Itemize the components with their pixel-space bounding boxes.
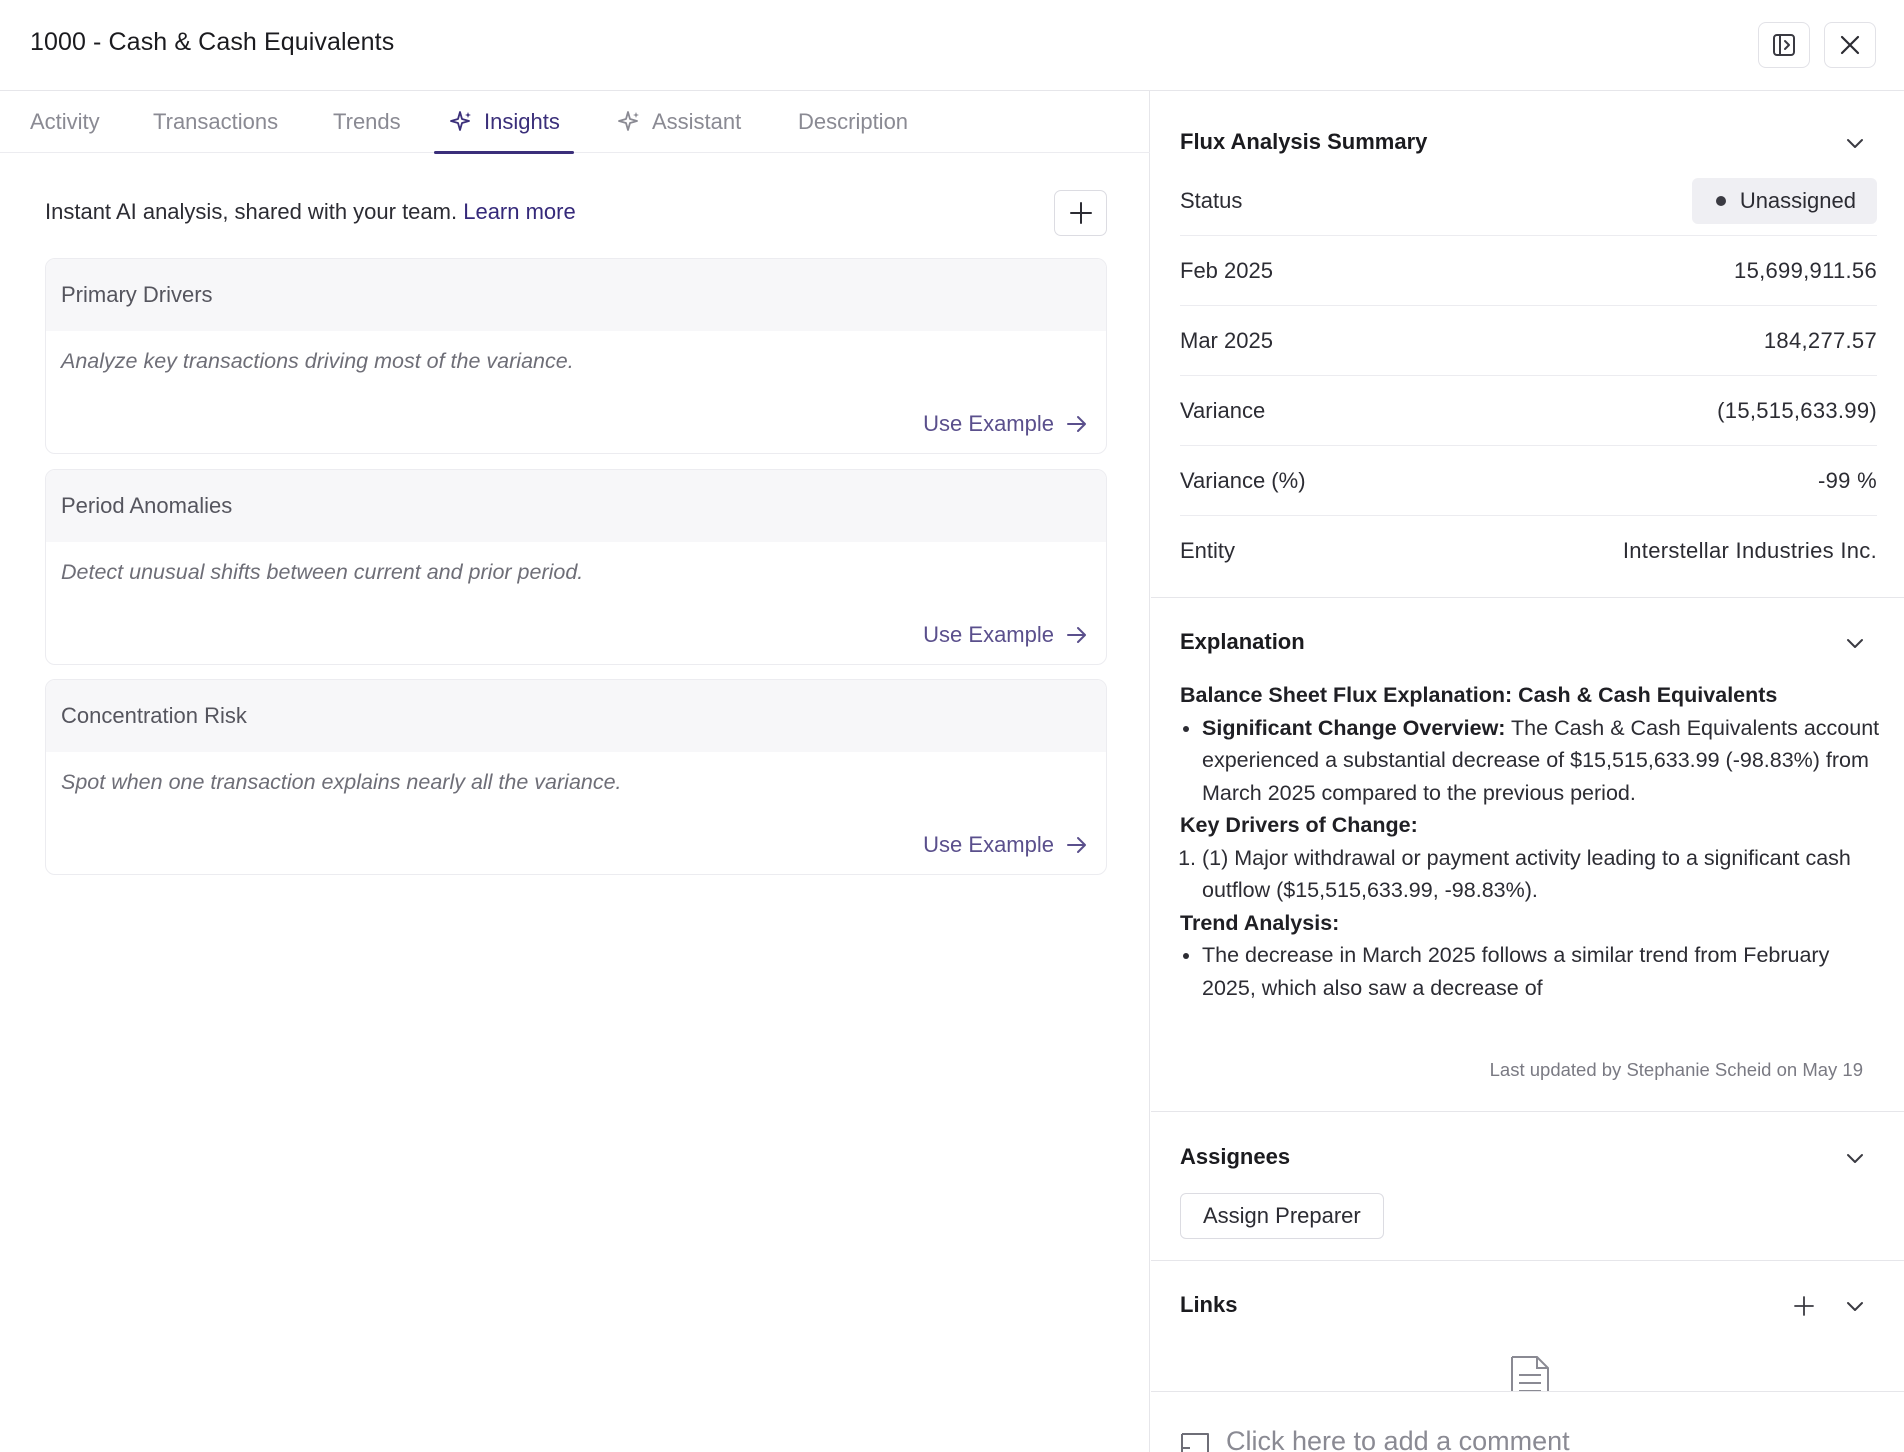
tab-label: Description xyxy=(798,109,909,134)
tab-activity[interactable] xyxy=(30,91,100,153)
chevron-down-icon[interactable] xyxy=(1843,631,1867,655)
section-divider xyxy=(1151,1260,1904,1261)
section-divider xyxy=(1151,597,1904,598)
add-link-icon[interactable] xyxy=(1792,1294,1816,1318)
status-dot-icon xyxy=(1716,196,1726,206)
section-divider xyxy=(1151,1111,1904,1112)
tab-description[interactable] xyxy=(798,91,908,153)
chevron-down-icon[interactable] xyxy=(1843,1294,1867,1318)
use-example-label: Use Example xyxy=(923,622,1054,647)
learn-more-link[interactable]: Learn more xyxy=(463,199,576,224)
card-title: Period Anomalies xyxy=(46,470,1106,542)
card-title: Concentration Risk xyxy=(46,680,1106,752)
chevron-down-icon[interactable] xyxy=(1843,1146,1867,1170)
trend-list xyxy=(1180,939,1880,1004)
list-item: • The decrease in March 2025 follows a similar trend from February 2025, which also saw a decrease of xyxy=(1202,939,1880,1004)
row-value: 15,699,911.56 xyxy=(1734,257,1877,283)
summary-row-status xyxy=(1180,166,1877,236)
close-icon xyxy=(1839,34,1861,56)
tab-label: Activity xyxy=(30,109,100,134)
chevron-down-icon[interactable] xyxy=(1843,131,1867,155)
toggle-panel-button[interactable] xyxy=(1758,22,1810,68)
row-label: Variance xyxy=(1180,397,1266,423)
document-icon xyxy=(1509,1355,1551,1395)
arrow-right-icon xyxy=(1066,624,1088,646)
use-example-button[interactable] xyxy=(923,411,1088,437)
use-example-button[interactable] xyxy=(923,832,1088,858)
card-description: Detect unusual shifts between current and prior period. xyxy=(61,560,584,584)
tab-label: Trends xyxy=(333,109,401,134)
row-value: 184,277.57 xyxy=(1763,327,1877,353)
list-item xyxy=(1202,712,1880,810)
row-label: Feb 2025 xyxy=(1180,257,1273,283)
use-example-button[interactable] xyxy=(923,622,1088,648)
overview-text: The Cash & Cash Equivalents account experienced a substantial decrease of $15,515,633.99 (-98.83%) from March 2025 compared to the previous period. xyxy=(1202,715,1880,805)
insight-card-period-anomalies xyxy=(45,469,1107,665)
drawer-header xyxy=(0,0,1904,91)
arrow-right-icon xyxy=(1066,413,1088,435)
row-label: Variance (%) xyxy=(1180,467,1306,493)
flux-summary-title: Flux Analysis Summary xyxy=(1180,129,1428,154)
insight-card-concentration-risk xyxy=(45,679,1107,875)
comment-input[interactable] xyxy=(1151,1391,1904,1452)
comment-icon xyxy=(1180,1432,1210,1452)
status-badge[interactable] xyxy=(1692,178,1877,224)
sidebar-toggle-icon xyxy=(1771,32,1797,58)
close-button[interactable] xyxy=(1824,22,1876,68)
summary-row-entity xyxy=(1180,516,1877,586)
comment-placeholder: Click here to add a comment xyxy=(1226,1426,1570,1452)
row-label: Entity xyxy=(1180,538,1236,563)
explanation-title: Explanation xyxy=(1180,629,1305,654)
row-value: (15,515,633.99) xyxy=(1717,397,1877,423)
explanation-heading: Balance Sheet Flux Explanation: Cash & Cash Equivalents xyxy=(1180,683,1778,707)
card-title: Primary Drivers xyxy=(46,259,1106,331)
sparkle-icon xyxy=(448,109,474,135)
insight-card-primary-drivers xyxy=(45,258,1107,454)
intro-text: Instant AI analysis, shared with your team. xyxy=(45,199,458,224)
arrow-right-icon xyxy=(1066,834,1088,856)
tab-label: Assistant xyxy=(652,109,742,134)
sparkle-icon xyxy=(616,109,642,135)
use-example-label: Use Example xyxy=(923,832,1054,857)
insights-intro xyxy=(45,199,576,225)
tab-assistant[interactable] xyxy=(616,91,741,153)
use-example-label: Use Example xyxy=(923,411,1054,436)
overview-label: Significant Change Overview: xyxy=(1202,715,1506,740)
right-pane xyxy=(1151,91,1904,1391)
add-insight-button[interactable] xyxy=(1054,190,1107,236)
tab-label: Insights xyxy=(484,109,560,134)
drivers-list xyxy=(1180,842,1880,907)
drivers-heading: Key Drivers of Change: xyxy=(1180,813,1418,837)
tab-trends[interactable] xyxy=(333,91,401,153)
row-label: Mar 2025 xyxy=(1180,327,1273,353)
summary-row-variance xyxy=(1180,376,1877,446)
explanation-body xyxy=(1180,679,1880,1004)
list-item: 1. (1) Major withdrawal or payment activity leading to a significant cash outflow ($15,515,633.99, -98.83%). xyxy=(1202,842,1880,907)
assignees-title: Assignees xyxy=(1180,1144,1291,1169)
summary-row-mar xyxy=(1180,306,1877,376)
tab-bar xyxy=(0,91,1150,153)
status-value: Unassigned xyxy=(1739,187,1856,213)
assign-preparer-button[interactable]: Assign Preparer xyxy=(1180,1193,1384,1239)
tab-label: Transactions xyxy=(153,109,279,134)
links-title: Links xyxy=(1180,1292,1238,1317)
row-value: Interstellar Industries Inc. xyxy=(1622,538,1877,563)
row-label: Status xyxy=(1180,187,1243,213)
summary-row-feb xyxy=(1180,236,1877,306)
page-title: 1000 - Cash & Cash Equivalents xyxy=(30,28,395,56)
overview-list xyxy=(1180,712,1880,810)
trend-heading: Trend Analysis: xyxy=(1180,910,1340,935)
card-description: Analyze key transactions driving most of the variance. xyxy=(61,349,574,373)
card-description: Spot when one transaction explains nearly all the variance. xyxy=(61,770,622,794)
summary-row-variance-pct xyxy=(1180,446,1877,516)
left-pane xyxy=(0,91,1150,1452)
last-updated-text: Last updated by Stephanie Scheid on May 19 xyxy=(1489,1059,1863,1080)
tab-transactions[interactable] xyxy=(153,91,278,153)
tab-insights[interactable] xyxy=(434,91,574,153)
row-value: -99 % xyxy=(1818,467,1877,493)
plus-icon xyxy=(1069,201,1093,225)
